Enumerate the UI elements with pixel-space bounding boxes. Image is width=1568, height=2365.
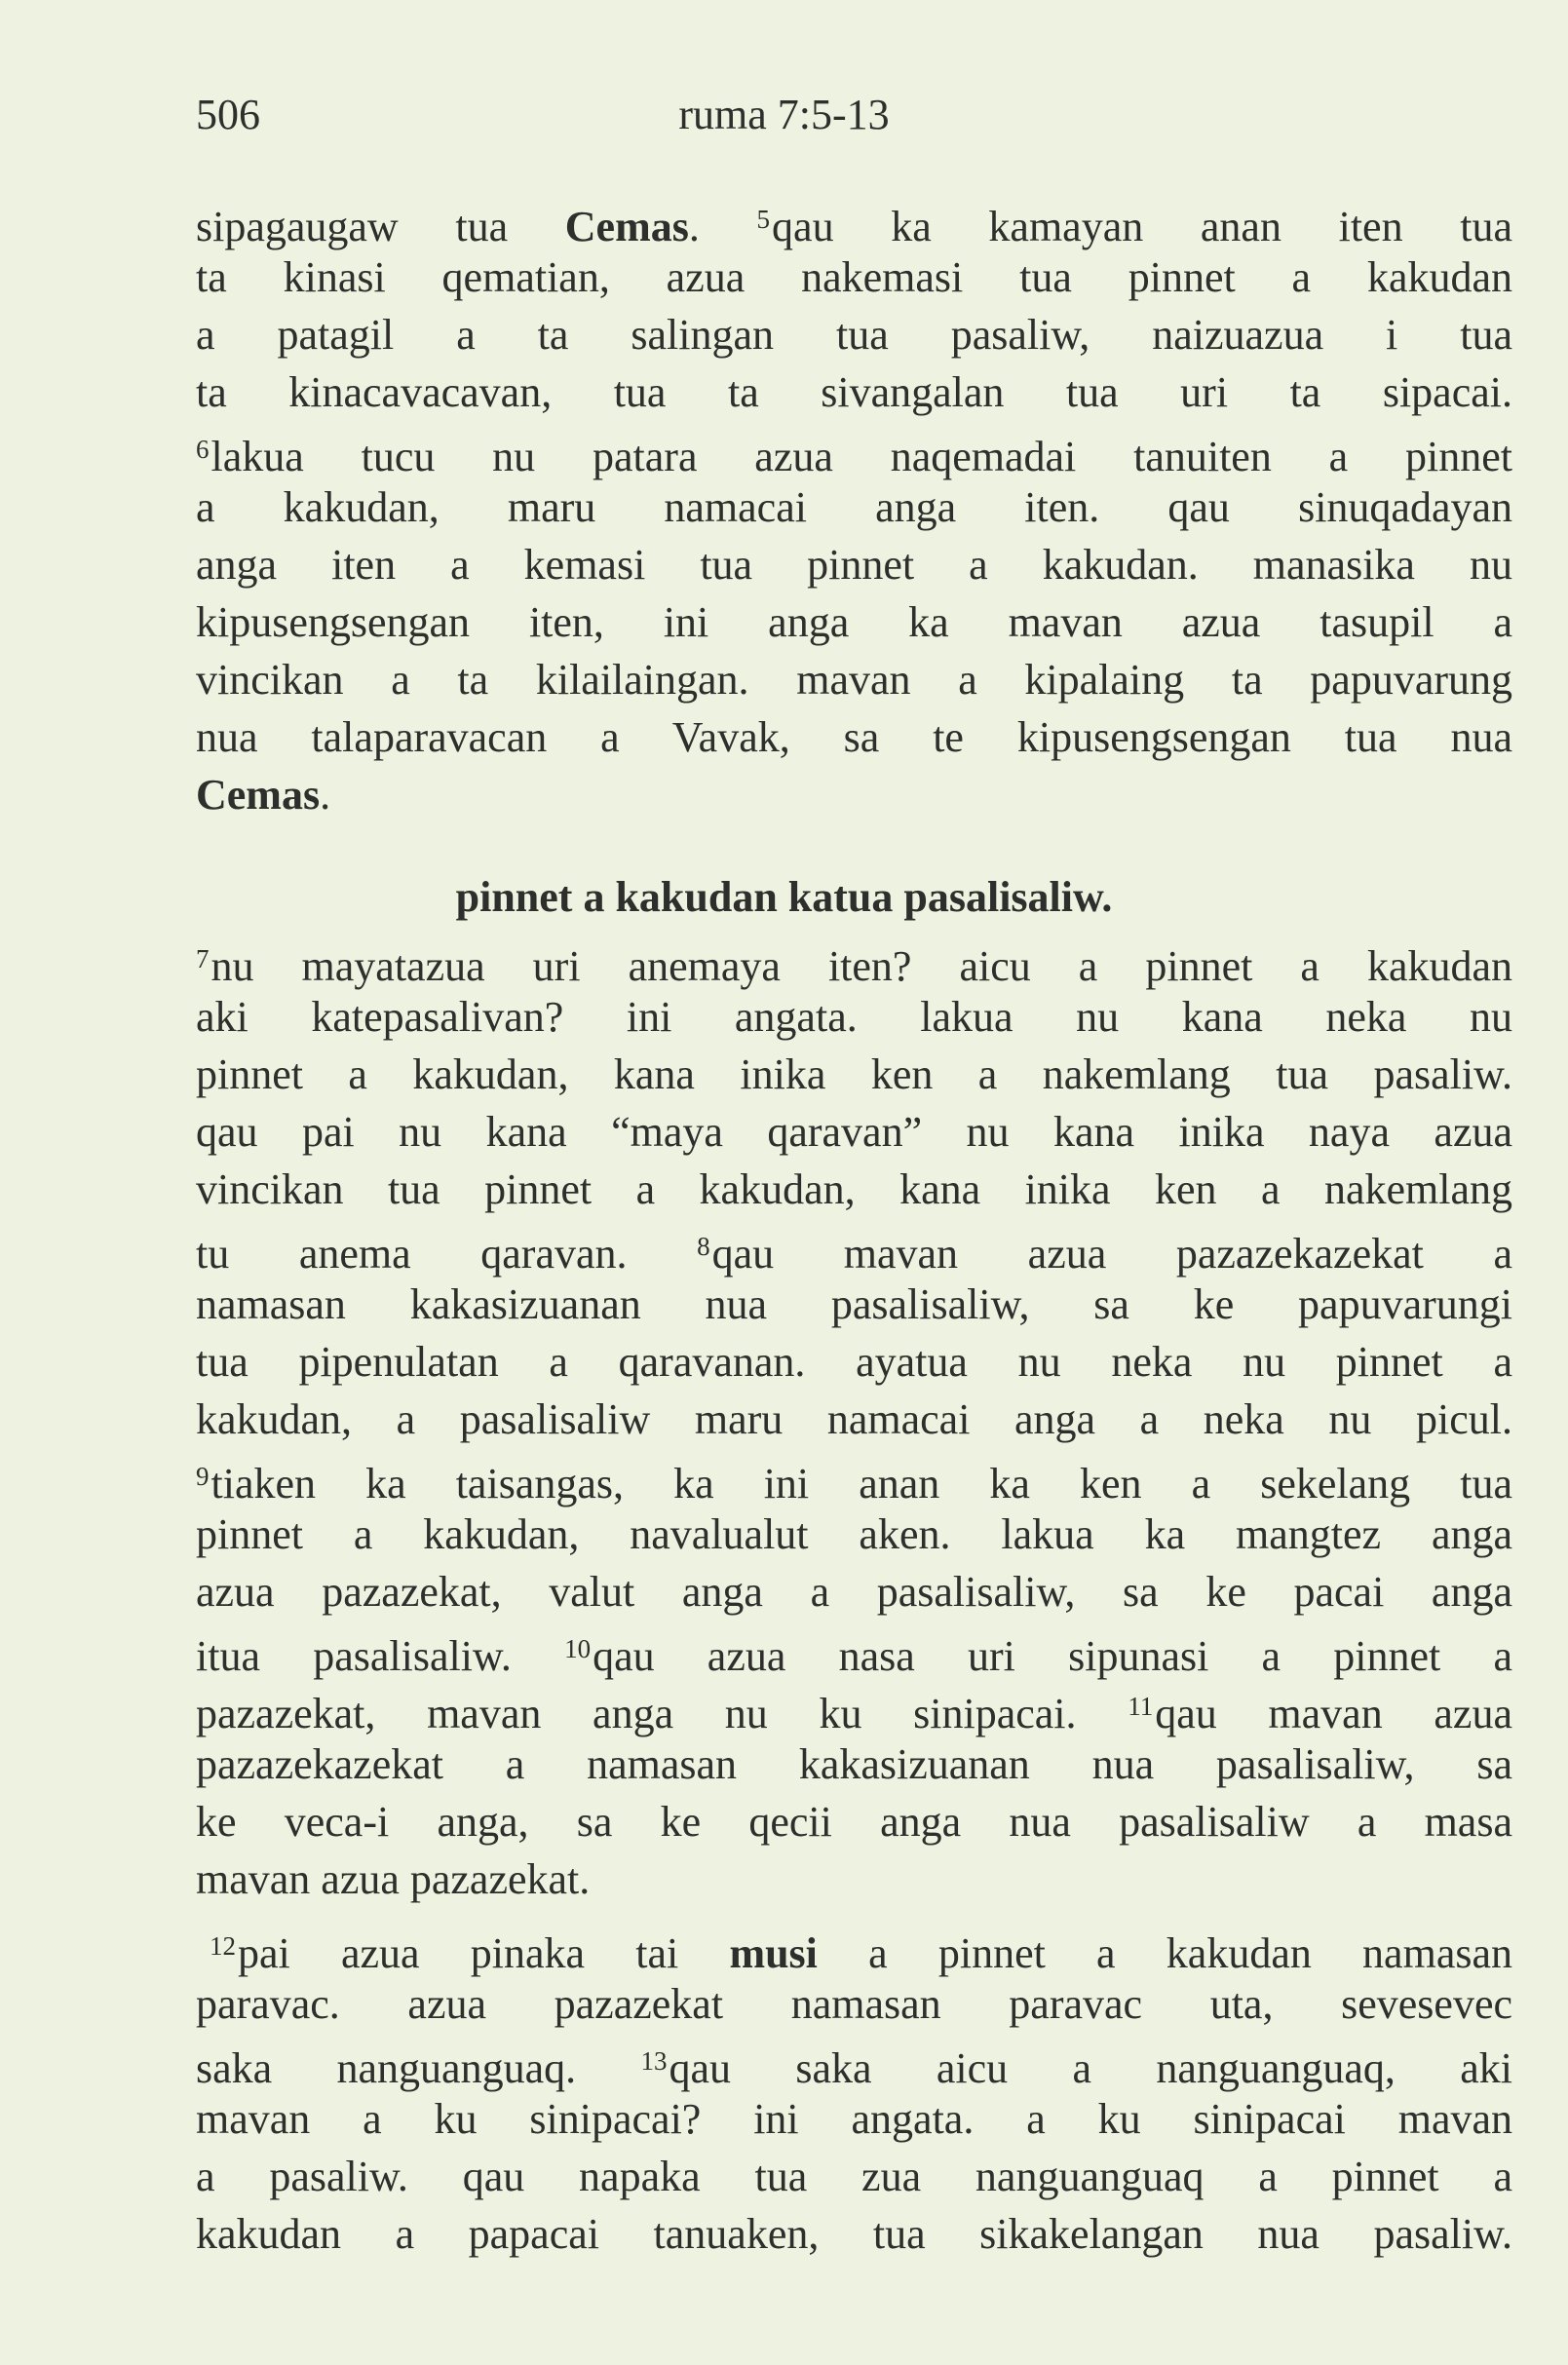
- text-run: qau pai nu kana “maya qaravan” nu kana inika naya azua: [196, 1108, 1512, 1156]
- text-run: qau ka kamayan anan iten tua: [772, 203, 1512, 250]
- text-run: sipagaugaw tua: [196, 203, 565, 250]
- verse-number: 8: [697, 1232, 710, 1261]
- text-run: a patagil a ta salingan tua pasaliw, naizuazua i tua: [196, 311, 1512, 359]
- text-line: [196, 1918, 1512, 1975]
- text-run: saka nanguanguaq.: [196, 2044, 641, 2092]
- text-line: [196, 421, 1512, 478]
- text-line: [196, 593, 1512, 651]
- text-run: mavan a ku sinipacai? ini angata. a ku sinipacai mavan: [196, 2095, 1512, 2143]
- text-line: [196, 1333, 1512, 1391]
- text-run: .: [320, 771, 331, 819]
- text-run: tua pipenulatan a qaravanan. ayatua nu neka nu pinnet a: [196, 1338, 1512, 1386]
- text-line: [196, 1678, 1512, 1736]
- text-line: [196, 1448, 1512, 1506]
- text-line: [196, 536, 1512, 593]
- text-line: [196, 651, 1512, 708]
- text-line: [196, 1850, 1512, 1908]
- text-run: azua pazazekat, valut anga a pasalisaliw, sa ke pacai anga: [196, 1568, 1512, 1616]
- text-line: [196, 1103, 1512, 1161]
- text-run: itua pasalisaliw.: [196, 1632, 565, 1680]
- text-run: .: [688, 203, 757, 250]
- text-run: ta kinacavacavan, tua ta sivangalan tua uri ta sipacai.: [196, 368, 1512, 416]
- verse-number: 10: [564, 1634, 592, 1663]
- verse-number: 13: [640, 2046, 668, 2076]
- text-run: namasan kakasizuanan nua pasalisaliw, sa ke papuvarungi: [196, 1280, 1512, 1328]
- text-line: [196, 191, 1512, 248]
- text-run: a kakudan, maru namacai anga iten. qau sinuqadayan: [196, 483, 1512, 531]
- text-line: [196, 988, 1512, 1046]
- text-line: [196, 2090, 1512, 2148]
- text-run: tu anema qaravan.: [196, 1230, 698, 1278]
- text-line: [196, 1276, 1512, 1333]
- text-run: ta kinasi qematian, azua nakemasi tua pinnet a kakudan: [196, 253, 1512, 301]
- text-run: ke veca-i anga, sa ke qecii anga nua pasalisaliw a masa: [196, 1798, 1512, 1846]
- text-line: [196, 1975, 1512, 2033]
- text-run: pai azua pinaka tai: [238, 1929, 730, 1977]
- text-line: [196, 363, 1512, 421]
- verse-number: 7: [196, 944, 210, 973]
- text-run: nu mayatazua uri anemaya iten? aicu a pinnet a kakudan: [210, 942, 1512, 990]
- bold-term: musi: [729, 1929, 818, 1977]
- text-run: pinnet a kakudan, navalualut aken. lakua ka mangtez anga: [196, 1510, 1512, 1558]
- text-line: [196, 1621, 1512, 1678]
- text-line: [196, 766, 1512, 823]
- text-run: pazazekazekat a namasan kakasizuanan nua pasalisaliw, sa: [196, 1740, 1512, 1788]
- page-number: 506: [196, 91, 260, 138]
- verse-number: 9: [196, 1462, 210, 1491]
- verse-number: 6: [196, 435, 210, 464]
- text-run: lakua tucu nu patara azua naqemadai tanuiten a pinnet: [210, 433, 1512, 480]
- paragraph: [196, 191, 1512, 823]
- text-run: anga iten a kemasi tua pinnet a kakudan. manasika nu: [196, 541, 1512, 589]
- text-line: [196, 1563, 1512, 1621]
- running-title: ruma 7:5-13: [678, 91, 890, 138]
- text-run: a pinnet a kakudan namasan: [817, 1929, 1512, 1977]
- text-run: qau azua nasa uri sipunasi a pinnet a: [593, 1632, 1512, 1680]
- paragraph: [196, 931, 1512, 1908]
- text-run: mavan azua pazazekat.: [196, 1855, 591, 1903]
- verse-number: 11: [1128, 1692, 1154, 1721]
- text-run: pinnet a kakudan, kana inika ken a nakemlang tua pasaliw.: [196, 1050, 1512, 1098]
- text-run: paravac. azua pazazekat namasan paravac uta, sevesevec: [196, 1980, 1512, 2028]
- text-run: a pasaliw. qau napaka tua zua nanguanguaq a pinnet a: [196, 2153, 1512, 2200]
- text-line: [196, 1391, 1512, 1448]
- text-run: qau mavan azua: [1155, 1690, 1512, 1737]
- text-line: [196, 1736, 1512, 1793]
- text-line: [196, 708, 1512, 766]
- text-run: vincikan a ta kilailaingan. mavan a kipalaing ta papuvarung: [196, 656, 1512, 704]
- verse-number: 5: [756, 205, 771, 234]
- text-run: nua talaparavacan a Vavak, sa te kipusengsengan tua nua: [196, 713, 1512, 761]
- text-run: aki katepasalivan? ini angata. lakua nu kana neka nu: [196, 993, 1512, 1041]
- text-line: [196, 1793, 1512, 1850]
- text-line: [196, 1161, 1512, 1218]
- text-run: kakudan a papacai tanuaken, tua sikakelangan nua pasaliw.: [196, 2210, 1512, 2258]
- paragraph: [196, 1918, 1512, 2263]
- text-run: pazazekat, mavan anga nu ku sinipacai.: [196, 1690, 1128, 1737]
- text-line: [196, 1506, 1512, 1563]
- text-run: kakudan, a pasalisaliw maru namacai anga a neka nu picul.: [196, 1395, 1512, 1443]
- text-line: [196, 248, 1512, 306]
- text-line: [196, 306, 1512, 363]
- text-run: kipusengsengan iten, ini anga ka mavan azua tasupil a: [196, 598, 1512, 646]
- text-line: [196, 931, 1512, 988]
- bold-term: Cemas: [196, 771, 321, 819]
- bold-term: Cemas: [564, 203, 689, 250]
- text-line: [196, 1046, 1512, 1103]
- text-line: [196, 1218, 1512, 1276]
- section-heading: pinnet a kakudan katua pasalisaliw.: [455, 873, 1113, 921]
- text-line: [196, 478, 1512, 536]
- text-line: [196, 2148, 1512, 2205]
- text-run: tiaken ka taisangas, ka ini anan ka ken a sekelang tua: [210, 1460, 1512, 1507]
- text-line: [196, 2205, 1512, 2263]
- text-run: qau saka aicu a nanguanguaq, aki: [669, 2044, 1512, 2092]
- text-run: vincikan tua pinnet a kakudan, kana inika ken a nakemlang: [196, 1165, 1512, 1213]
- text-line: [196, 2033, 1512, 2090]
- verse-number: 12: [210, 1931, 236, 1961]
- text-run: qau mavan azua pazazekazekat a: [711, 1230, 1512, 1278]
